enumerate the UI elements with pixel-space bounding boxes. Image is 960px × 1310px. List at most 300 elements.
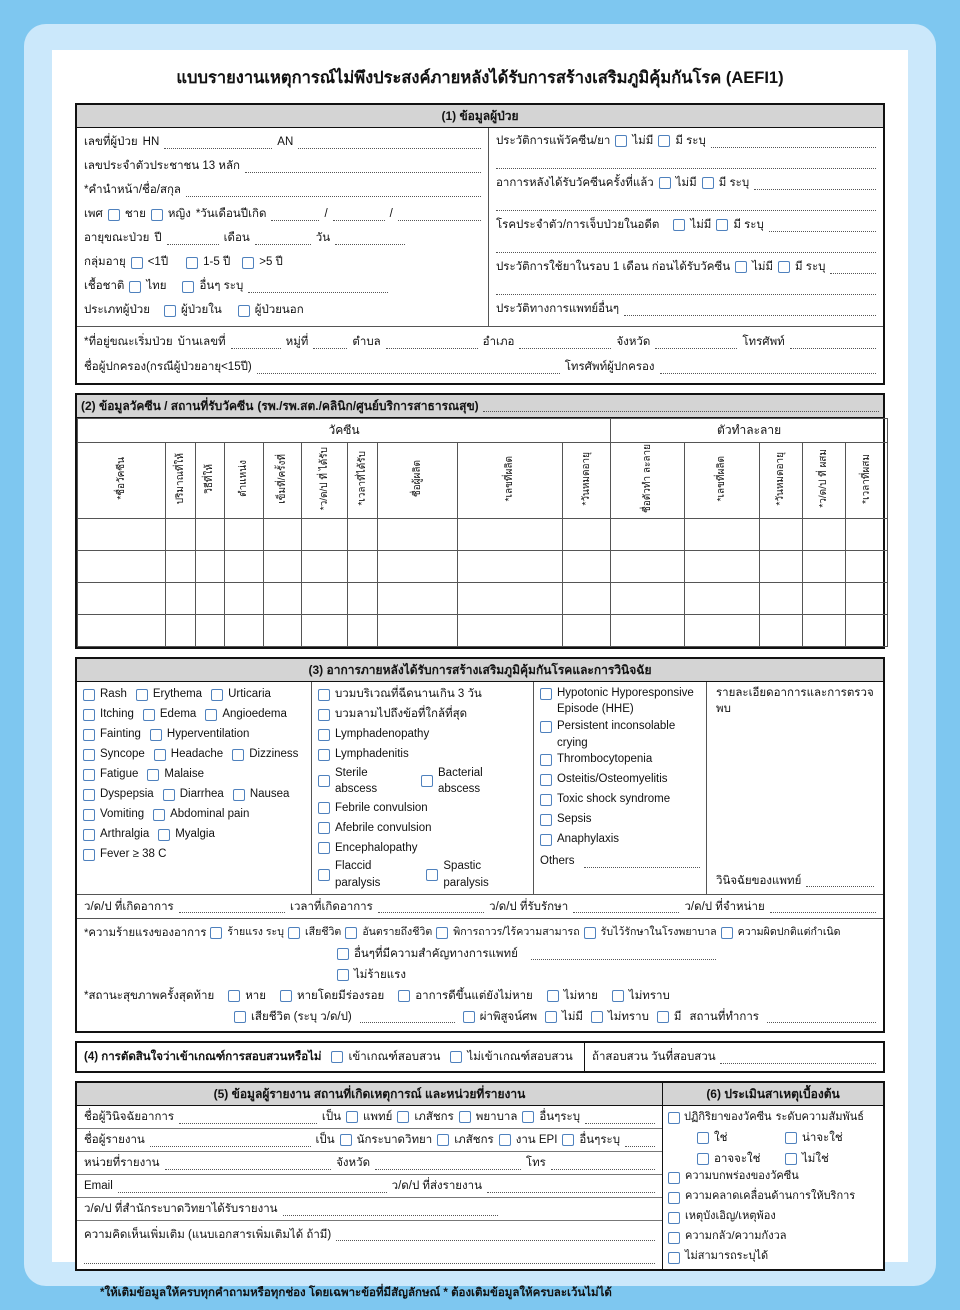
age-days-field[interactable] <box>335 232 405 245</box>
vaccine-cell[interactable] <box>264 582 302 614</box>
vaccine-cell[interactable] <box>760 614 803 646</box>
symptom-row <box>314 685 531 705</box>
checkbox-label: Afebrile convulsion <box>335 821 432 834</box>
comment-field[interactable] <box>336 1228 655 1241</box>
checkbox-row <box>536 685 704 718</box>
vaccine-cell[interactable] <box>563 550 611 582</box>
history-specify-field[interactable] <box>711 135 876 148</box>
checkbox[interactable] <box>436 927 448 939</box>
autopsy-label: ผ่าพิสูจน์ศพ <box>479 1010 538 1023</box>
checkbox[interactable] <box>318 822 330 834</box>
checkbox[interactable] <box>540 688 552 700</box>
unit-province-field[interactable] <box>375 1157 521 1170</box>
checkbox[interactable] <box>540 814 552 826</box>
received-date-field[interactable] <box>283 1203 498 1216</box>
other-medical-field[interactable] <box>531 947 716 960</box>
severity-status-block <box>77 919 883 1031</box>
checkbox-item <box>205 706 287 723</box>
checkbox[interactable] <box>668 1252 680 1264</box>
vaccine-cell[interactable] <box>166 550 196 582</box>
autopsy-checkbox[interactable] <box>463 1011 475 1023</box>
history-specify-field[interactable] <box>754 177 876 190</box>
vaccine-cell[interactable] <box>196 614 225 646</box>
checkbox[interactable] <box>459 1111 471 1123</box>
section-3-header: (3) อาการภายหลังได้รับการสร้างเสริมภูมิคุ้มกันโรคและการวินิจฉัย <box>77 659 883 682</box>
checkbox-item <box>340 1132 433 1149</box>
district-field[interactable] <box>519 336 611 349</box>
discharged-date-label: ว/ด/ป ที่จำหน่าย <box>684 900 765 913</box>
checkbox-label: ความกลัว/ความกังวล <box>685 1230 787 1243</box>
onset-date-field[interactable] <box>179 900 285 913</box>
sent-date-field[interactable] <box>487 1180 655 1193</box>
checkbox-label: อาการดีขึ้นแต่ยังไม่หาย <box>415 989 533 1002</box>
guardian-phone-field[interactable] <box>660 361 876 374</box>
vaccine-cell[interactable] <box>264 518 302 550</box>
checkbox[interactable] <box>668 1192 680 1204</box>
checkbox-label: Fatigue <box>100 768 139 781</box>
section-symptoms <box>75 657 885 1034</box>
diagnosis-label: วินิจฉัยของแพทย์ <box>716 874 802 887</box>
serious-checkbox[interactable] <box>210 927 222 939</box>
meets-criteria-item <box>331 1049 440 1066</box>
checkbox-item <box>346 1109 392 1126</box>
checkbox[interactable] <box>499 1134 511 1146</box>
checkbox[interactable] <box>612 990 624 1002</box>
vaccine-cell[interactable] <box>264 550 302 582</box>
vaccine-cell[interactable] <box>685 582 760 614</box>
checkbox[interactable] <box>540 754 552 766</box>
vaccine-cell[interactable] <box>846 614 888 646</box>
checkbox[interactable] <box>668 1212 680 1224</box>
checkbox-label: Headache <box>170 748 224 761</box>
vaccine-header-row <box>78 442 888 518</box>
autopsy-unknown-checkbox[interactable] <box>591 1011 603 1023</box>
checkbox[interactable] <box>318 775 330 787</box>
province-field[interactable] <box>655 336 737 349</box>
vaccine-col-header: *เวลาที่ผสม <box>846 442 888 518</box>
vaccine-place-field[interactable] <box>483 399 879 412</box>
name-field[interactable] <box>186 184 481 197</box>
discharged-date-field[interactable] <box>770 900 876 913</box>
symptom-row <box>314 798 531 818</box>
checkbox[interactable] <box>83 789 95 801</box>
vaccine-cell[interactable] <box>302 582 348 614</box>
history-has-checkbox[interactable] <box>658 135 670 147</box>
age-gt5-checkbox[interactable] <box>242 257 254 269</box>
checkbox-label: Sterile abscess <box>335 766 378 796</box>
checkbox[interactable] <box>318 689 330 701</box>
checkbox[interactable] <box>83 769 95 781</box>
checkbox[interactable] <box>721 927 733 939</box>
checkbox-item <box>540 751 652 768</box>
history-has-label: มี ระบุ <box>675 134 706 147</box>
checkbox[interactable] <box>562 1134 574 1146</box>
history-none-checkbox[interactable] <box>673 219 685 231</box>
checkbox[interactable] <box>668 1232 680 1244</box>
vaccine-cell[interactable] <box>264 614 302 646</box>
vaccine-cell[interactable] <box>563 614 611 646</box>
vaccine-cell[interactable] <box>166 582 196 614</box>
checkbox[interactable] <box>540 721 552 733</box>
checkbox[interactable] <box>143 709 155 721</box>
checkbox[interactable] <box>397 1111 409 1123</box>
checkbox-item <box>147 766 204 783</box>
dob-label: *วันเดือนปีเกิด <box>195 208 267 221</box>
checkbox[interactable] <box>522 1111 534 1123</box>
checkbox[interactable] <box>83 849 95 861</box>
vaccine-cell[interactable] <box>685 518 760 550</box>
checkbox-row <box>536 811 704 831</box>
checkbox-row <box>663 1169 883 1189</box>
checkbox[interactable] <box>426 869 438 881</box>
vaccine-cell[interactable] <box>225 518 264 550</box>
autopsy-yes-item <box>657 1009 682 1026</box>
checkbox-label: หาย <box>245 989 266 1002</box>
others-field[interactable] <box>584 855 700 868</box>
vaccine-cell[interactable] <box>611 614 685 646</box>
age-months-field[interactable] <box>255 232 311 245</box>
checkbox-item <box>83 686 127 703</box>
vaccine-cell[interactable] <box>225 582 264 614</box>
vaccine-cell[interactable] <box>458 614 563 646</box>
checkbox[interactable] <box>785 1153 797 1165</box>
checkbox-item <box>721 925 841 940</box>
symptom-row <box>79 745 309 765</box>
checkbox[interactable] <box>228 990 240 1002</box>
checkbox[interactable] <box>83 809 95 821</box>
checkbox[interactable] <box>83 749 95 761</box>
history-specify-field[interactable] <box>769 219 876 232</box>
checkbox-item <box>83 766 138 783</box>
vaccine-group-header: วัคซีน <box>78 418 611 442</box>
checkbox[interactable] <box>318 802 330 814</box>
checkbox-label: Flaccid paralysis <box>335 860 381 889</box>
vaccine-cell[interactable] <box>378 550 458 582</box>
vaccine-row <box>78 614 888 646</box>
checkbox[interactable] <box>668 1172 680 1184</box>
race-other-checkbox[interactable] <box>182 281 194 293</box>
report-unit-field[interactable] <box>165 1157 332 1170</box>
vaccine-cell[interactable] <box>611 582 685 614</box>
vaccine-reaction-checkbox[interactable] <box>668 1112 680 1124</box>
guardian-label: ชื่อผู้ปกครอง(กรณีผู้ป่วยอายุ<15ปี) <box>84 360 252 373</box>
vaccine-cell[interactable] <box>803 518 846 550</box>
checkbox-item <box>398 988 533 1005</box>
checkbox[interactable] <box>154 749 166 761</box>
reporter-other-field[interactable] <box>625 1134 655 1147</box>
vaccine-cell[interactable] <box>458 518 563 550</box>
vaccine-cell[interactable] <box>685 550 760 582</box>
treated-date-label: ว/ด/ป ที่รับรักษา <box>489 900 569 913</box>
checkbox[interactable] <box>158 829 170 841</box>
vaccine-cell[interactable] <box>760 582 803 614</box>
vaccine-cell[interactable] <box>378 518 458 550</box>
vaccine-cell[interactable] <box>166 614 196 646</box>
details-writing-area[interactable] <box>709 718 881 870</box>
hn-label: HN <box>142 136 160 149</box>
vaccine-cell[interactable] <box>302 518 348 550</box>
checkbox-row <box>663 1189 883 1209</box>
checkbox[interactable] <box>345 927 357 939</box>
checkbox-label: หายโดยมีร่องรอย <box>296 989 385 1002</box>
vaccine-cell[interactable] <box>348 582 378 614</box>
checkbox[interactable] <box>540 774 552 786</box>
vaccine-cell[interactable] <box>78 582 166 614</box>
moo-field[interactable] <box>313 336 347 349</box>
vaccine-cell[interactable] <box>611 518 685 550</box>
vaccine-cell[interactable] <box>348 550 378 582</box>
diagnosis-field[interactable] <box>806 874 874 887</box>
checkbox[interactable] <box>233 789 245 801</box>
age-lt1-checkbox[interactable] <box>131 257 143 269</box>
checkbox[interactable] <box>318 842 330 854</box>
vaccine-cell[interactable] <box>846 582 888 614</box>
vaccine-cell[interactable] <box>196 582 225 614</box>
checkbox[interactable] <box>280 990 292 1002</box>
checkbox-item <box>83 726 141 743</box>
vaccine-cell[interactable] <box>846 518 888 550</box>
outpatient-checkbox[interactable] <box>238 305 250 317</box>
race-other-field[interactable] <box>248 280 388 293</box>
unit-tel-field[interactable] <box>551 1157 655 1170</box>
hn-field[interactable] <box>164 136 272 149</box>
history-specify-field[interactable] <box>830 261 876 274</box>
inpatient-checkbox[interactable] <box>164 305 176 317</box>
checkbox[interactable] <box>136 689 148 701</box>
checkbox[interactable] <box>584 927 596 939</box>
vaccine-cell[interactable] <box>803 550 846 582</box>
checkbox[interactable] <box>163 789 175 801</box>
female-checkbox[interactable] <box>151 209 163 221</box>
treated-date-field[interactable] <box>573 900 679 913</box>
checkbox-label: ไม่หาย <box>563 989 598 1002</box>
checkbox[interactable] <box>398 990 410 1002</box>
checkbox[interactable] <box>697 1153 709 1165</box>
checkbox[interactable] <box>288 927 300 939</box>
form-page <box>52 50 908 1300</box>
vaccine-cell[interactable] <box>458 582 563 614</box>
vaccine-cell[interactable] <box>458 550 563 582</box>
other-history-field[interactable] <box>624 303 876 316</box>
checkbox[interactable] <box>205 709 217 721</box>
age-years-field[interactable] <box>167 232 219 245</box>
health-status-label: *สถานะสุขภาพครั้งสุดท้าย <box>84 989 215 1002</box>
vaccine-cell[interactable] <box>611 550 685 582</box>
checkbox-label: พิการถาวร/ไร้ความสามารถ <box>453 926 580 939</box>
vaccine-cell[interactable] <box>225 614 264 646</box>
checkbox[interactable] <box>150 729 162 741</box>
history-has-checkbox[interactable] <box>716 219 728 231</box>
checkbox-item <box>143 706 196 723</box>
vaccine-table <box>77 418 888 647</box>
checkbox-label: เภสัชกร <box>414 1111 454 1124</box>
checkbox[interactable] <box>540 834 552 846</box>
vaccine-cell[interactable] <box>760 518 803 550</box>
checkbox[interactable] <box>153 809 165 821</box>
checkbox[interactable] <box>83 829 95 841</box>
history-none-checkbox[interactable] <box>615 135 627 147</box>
checkbox-label: Hypotonic Hyporesponsive Episode (HHE) <box>557 686 694 716</box>
checkbox[interactable] <box>147 769 159 781</box>
history-continuation-field[interactable] <box>496 198 876 211</box>
checkbox-item <box>345 925 432 940</box>
symptom-row <box>79 765 309 785</box>
email-label: Email <box>84 1180 113 1193</box>
checkbox[interactable] <box>83 709 95 721</box>
died-checkbox[interactable] <box>234 1011 246 1023</box>
died-date-field[interactable] <box>360 1010 455 1023</box>
checkbox[interactable] <box>318 709 330 721</box>
symptom-row <box>79 725 309 745</box>
checkbox-label: Thrombocytopenia <box>557 753 653 766</box>
checkbox[interactable] <box>547 990 559 1002</box>
checkbox[interactable] <box>211 689 223 701</box>
diagnoser-other-field[interactable] <box>585 1111 655 1124</box>
male-checkbox[interactable] <box>108 209 120 221</box>
province-label: จังหวัด <box>616 335 651 348</box>
checkbox[interactable] <box>318 729 330 741</box>
not-serious-checkbox[interactable] <box>337 969 349 981</box>
vaccine-cell[interactable] <box>78 614 166 646</box>
symptom-row <box>79 845 309 865</box>
vaccine-table-body <box>78 518 888 646</box>
vaccine-cell[interactable] <box>378 614 458 646</box>
checkbox[interactable] <box>318 749 330 761</box>
name-label: *คำนำหน้า/ชื่อ/สกุล <box>84 184 181 197</box>
vaccine-cell[interactable] <box>302 550 348 582</box>
checkbox-label: บวมลามไปถึงข้อที่ใกล้ที่สุด <box>335 708 468 721</box>
checkbox[interactable] <box>346 1111 358 1123</box>
checkbox[interactable] <box>540 794 552 806</box>
history-label: ประวัติการใช้ยาในรอบ 1 เดือน ก่อนได้รับวัคซีน <box>496 260 731 273</box>
checkbox-item <box>233 786 290 803</box>
checkbox-label: Bacterial abscess <box>438 766 483 796</box>
phone-field[interactable] <box>790 336 876 349</box>
vaccine-cell[interactable] <box>196 550 225 582</box>
history-has-checkbox[interactable] <box>778 261 790 273</box>
checkbox-item <box>318 706 467 723</box>
dob-day-field[interactable] <box>271 208 319 221</box>
vaccine-cell[interactable] <box>760 550 803 582</box>
checkbox-item <box>211 686 271 703</box>
email-field[interactable] <box>118 1180 387 1193</box>
history-continuation-field[interactable] <box>496 240 876 253</box>
checkbox-item <box>668 1169 799 1185</box>
checkbox-row <box>663 1209 883 1229</box>
checkbox-item <box>612 988 670 1005</box>
symptom-row <box>314 858 531 891</box>
vaccine-cell[interactable] <box>78 518 166 550</box>
onset-time-field[interactable] <box>378 900 484 913</box>
checkbox[interactable] <box>785 1132 797 1144</box>
checkbox[interactable] <box>232 749 244 761</box>
vaccine-cell[interactable] <box>225 550 264 582</box>
vaccine-cell[interactable] <box>78 550 166 582</box>
symptom-row <box>79 705 309 725</box>
checkbox-label: Abdominal pain <box>170 808 250 821</box>
age-label: อายุขณะป่วย <box>84 232 150 245</box>
section-2-title: (2) ข้อมูลวัคซีน / สถานที่รับวัคซีน <box>81 398 254 413</box>
subdistrict-field[interactable] <box>386 336 478 349</box>
citizen-id-field[interactable] <box>245 160 481 173</box>
reporter-label: ชื่อผู้รายงาน <box>84 1134 145 1147</box>
checkbox-item <box>499 1132 558 1149</box>
checkbox-item <box>540 771 668 788</box>
dob-year-field[interactable] <box>398 208 481 221</box>
vaccine-cell[interactable] <box>348 614 378 646</box>
vaccine-cell[interactable] <box>302 614 348 646</box>
other-medical-checkbox[interactable] <box>337 948 349 960</box>
vaccine-cell[interactable] <box>563 582 611 614</box>
autopsy-yes-checkbox[interactable] <box>657 1011 669 1023</box>
history-continuation-field[interactable] <box>496 156 876 169</box>
vaccine-cell[interactable] <box>803 614 846 646</box>
autopsy-no-checkbox[interactable] <box>545 1011 557 1023</box>
checkbox[interactable] <box>83 729 95 741</box>
race-thai-checkbox[interactable] <box>129 281 141 293</box>
guardian-name-field[interactable] <box>257 361 560 374</box>
history-none-checkbox[interactable] <box>735 261 747 273</box>
section-cause-assessment <box>663 1083 883 1269</box>
history-none-checkbox[interactable] <box>659 177 671 189</box>
checkbox[interactable] <box>697 1132 709 1144</box>
sent-date-label: ว/ด/ป ที่ส่งรายงาน <box>391 1180 482 1193</box>
vaccine-cell[interactable] <box>563 518 611 550</box>
comment-continuation-field[interactable] <box>84 1251 655 1264</box>
house-field[interactable] <box>231 336 281 349</box>
dob-month-field[interactable] <box>333 208 385 221</box>
vaccine-cell[interactable] <box>685 614 760 646</box>
checkbox-label: Febrile convulsion <box>335 801 428 814</box>
checkbox-item <box>540 718 700 751</box>
vaccine-cell[interactable] <box>166 518 196 550</box>
checkbox[interactable] <box>340 1134 352 1146</box>
history-continuation-field[interactable] <box>496 282 876 295</box>
checkbox-label: Sepsis <box>557 813 592 826</box>
section-vaccine-info <box>75 393 885 649</box>
vaccine-cell[interactable] <box>846 550 888 582</box>
checkbox-label: Toxic shock syndrome <box>557 793 671 806</box>
diagnoser-name-field[interactable] <box>179 1111 317 1124</box>
meets-criteria-checkbox[interactable] <box>331 1051 343 1063</box>
checkbox[interactable] <box>421 775 433 787</box>
checkbox-label: Edema <box>159 708 197 721</box>
vaccine-col-header: *เลขที่ผลิต <box>458 442 563 518</box>
reporter-name-field[interactable] <box>150 1134 311 1147</box>
checkbox-label: Myalgia <box>175 828 215 841</box>
checkbox[interactable] <box>437 1134 449 1146</box>
checkbox-item <box>547 988 598 1005</box>
vaccine-cell[interactable] <box>378 582 458 614</box>
investigation-date-field[interactable] <box>720 1051 876 1064</box>
age-1-5-checkbox[interactable] <box>186 257 198 269</box>
vaccine-cell[interactable] <box>803 582 846 614</box>
autopsy-place-field[interactable] <box>767 1010 876 1023</box>
checkbox-item <box>785 1150 883 1168</box>
vaccine-cell[interactable] <box>196 518 225 550</box>
cause-items-list <box>663 1169 883 1269</box>
checkbox-item <box>697 1129 785 1147</box>
an-field[interactable] <box>298 136 481 149</box>
vaccine-cell[interactable] <box>348 518 378 550</box>
checkbox-label: เภสัชกร <box>454 1134 494 1147</box>
guardian-phone-label: โทรศัพท์ผู้ปกครอง <box>564 360 655 373</box>
checkbox[interactable] <box>83 689 95 701</box>
other-medical-label: อื่นๆที่มีความสำคัญทางการแพทย์ <box>354 947 518 960</box>
not-meets-criteria-checkbox[interactable] <box>450 1051 462 1063</box>
checkbox[interactable] <box>318 869 330 881</box>
history-has-checkbox[interactable] <box>702 177 714 189</box>
